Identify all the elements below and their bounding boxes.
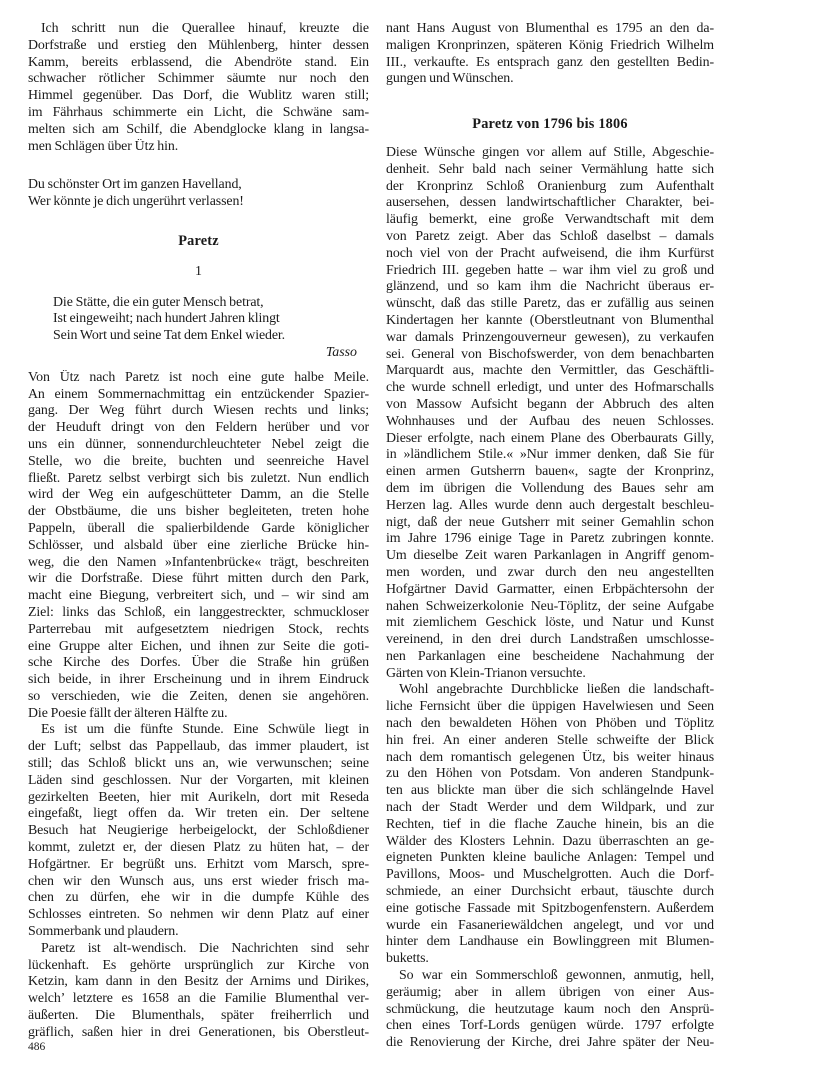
text-line: welch’ letztere es 1658 an die Familie Blumenthal ver- <box>28 991 369 1007</box>
text-line: men Schlägen über Ütz hin. <box>28 138 179 154</box>
section-heading: Paretz von 1796 bis 1806 <box>472 116 628 133</box>
text-line: Kindertagen her kannte (Oberstleutnant von Blumenthal <box>386 312 714 328</box>
text-line: äußerten. Die Blumenthals, später freiherrlich und <box>28 1008 369 1024</box>
text-line: Ich schritt nun die Querallee hinauf, kreuzte die <box>41 21 369 36</box>
chapter-heading: Paretz <box>178 232 219 249</box>
text-line: chen wir den Wunsch aus, uns erst wieder frisch ma- <box>28 873 369 889</box>
text-line: maligen Kronprinzen, späteren König Friedrich Wilhelm <box>386 37 714 53</box>
text-line: der Heuduft dringt von den Feldern herüber und vor <box>28 420 369 436</box>
text-line: Marquardt aus, machte den Vermittler, das Geschäftli- <box>386 363 714 379</box>
section-number: 1 <box>195 263 202 279</box>
text-line: Herzen lag. Alles wurde denn auch dergestalt beschleu- <box>386 497 714 513</box>
paragraph <box>28 370 369 723</box>
text-line: weg, die den Namen »Infantenbrücke« trägt, beschreiten <box>28 554 369 570</box>
page-number: 486 <box>28 1041 46 1053</box>
text-line: Kamm, bereits erblassend, die Abendröte stand. Ein <box>28 54 369 70</box>
text-line: einen armen Gutsherrn bauen«, sagte der Kronprinz, <box>386 464 714 480</box>
paragraph <box>28 941 369 1042</box>
verse <box>28 177 369 211</box>
text-line: liche Fernsicht über die üppigen Havelwiesen und Seen <box>386 699 714 715</box>
text-line: Pappeln, überall die spalierbildende Garde königlicher <box>28 520 369 536</box>
text-line: noch viel von der Pracht aufweisend, die ihm Kurfürst <box>386 245 714 261</box>
text-line: Wälder des Klosters Lehnin. Dazu überraschten an ge- <box>386 833 714 849</box>
text-line: Schlösser, und alsbald über eine zierliche Brücke hin- <box>28 537 369 553</box>
text-line: Sein Wort und seine Tat dem Enkel wieder. <box>53 328 286 344</box>
text-line: läufig bemerkt, eine große Verwandtschaft mit dem <box>386 212 714 228</box>
right-column <box>386 21 714 1052</box>
text-line: gungen und Wünschen. <box>386 71 514 87</box>
text-line: nant Hans August von Blumenthal es 1795 an den da- <box>386 21 714 36</box>
epigraph-attribution: Tasso <box>325 344 357 360</box>
text-line: Friedrich III. gegeben hatte – war ihm viel zu groß und <box>386 262 714 278</box>
text-line: eigneten Punkten kleine bauliche Anlagen: Tempel und <box>386 850 714 866</box>
text-line: Ist eingeweiht; nach hundert Jahren klingt <box>53 311 280 327</box>
text-line: eine gotische Fassade mit Spitzbogenfenstern. Außerdem <box>386 900 714 916</box>
text-line: eine Gruppe alter Eichen, und ihnen zur Seite die goti- <box>28 638 369 654</box>
text-line: kommt, zuletzt er, der diesen Platz zu hüten hat, – der <box>28 840 369 856</box>
paragraph <box>386 21 714 88</box>
text-line: Rechten, tief in die flache Zauche hinein, bis an die <box>386 816 714 832</box>
left-column <box>28 21 369 1042</box>
text-line: nach der Stadt Werder und dem Wildpark, und zur <box>386 800 714 816</box>
text-line: denheit. Sehr bald nach seiner Vermählung hatte sich <box>386 161 714 177</box>
text-line: buketts. <box>386 951 429 967</box>
text-line: schmückung, die heutzutage kaum noch den Ansprü- <box>386 1001 714 1017</box>
paragraph <box>386 682 714 968</box>
paragraph <box>386 968 714 1052</box>
text-line: nach dem romantisch gelegenen Ütz, bis weiter hinaus <box>386 749 714 765</box>
text-line: schwacher rötlicher Schimmer säumte nur noch den <box>28 71 369 87</box>
text-line: von Massow Aufsicht begann der Abbruch des alten <box>386 396 714 412</box>
text-line: so verschieden, wie die Zeiten, denen sie angehören. <box>28 688 369 704</box>
text-line: still; das Schloß blickt uns an, wie verwunschen; seine <box>28 756 369 772</box>
text-line: Die Poesie fällt der älteren Hälfte zu. <box>28 705 228 721</box>
text-line: Pavillons, Moos- und Muschelgrotten. Auch die Dorf- <box>386 867 714 883</box>
text-line: sei. General von Bischofswerder, von dem benachbarten <box>386 346 714 362</box>
text-line: chen eines Torf-Lords genügen würde. 1797 erfolgte <box>386 1018 714 1034</box>
text-line: Diese Wünsche gingen vor allem auf Stille, Abgeschie- <box>386 144 714 160</box>
text-line: ten aus blickte man über die sich schlängelnde Havel <box>386 783 714 799</box>
text-line: nen Parkanlagen eine bescheidene Nachahmung der <box>386 648 714 664</box>
text-line: ausersehen, dessen landwirtschaftlicher Charakter, bei- <box>386 195 714 211</box>
text-line: An einem Sommernachmittag ein entzückender Spazier- <box>28 386 369 402</box>
text-line: Die Stätte, die ein guter Mensch betrat, <box>53 294 264 310</box>
text-line: dem im übrigen die Vollendung des Baues sehr am <box>386 480 714 496</box>
text-line: Von Ütz nach Paretz ist noch eine gute halbe Meile. <box>28 369 369 385</box>
text-line: So war ein Sommerschloß gewonnen, anmutig, hell, <box>399 968 714 984</box>
text-line: men worden, und zwar durch den neu angestellten <box>386 564 714 580</box>
text-line: Besuch hat Neugierige herbeigelockt, der Schloßdiener <box>28 823 369 839</box>
text-line: Dieser erfolgte, nach einem Plane des Oberbaurats Gilly, <box>386 430 714 446</box>
text-line: geräumig; aber in allem übrigen von einer Aus- <box>386 984 714 1000</box>
text-line: Wohl angebrachte Durchblicke ließen die landschaft- <box>399 682 714 698</box>
text-line: im Fährhaus schimmerte ein Licht, die Schwäne sam- <box>28 104 369 120</box>
text-line: melten sich am Schilf, die Abendglocke klang in langsa- <box>28 121 369 137</box>
text-line: der Obstbäume, die uns bisher begleiteten, treten hohe <box>28 504 369 520</box>
text-line: Gärten von Klein-Trianon versuchte. <box>386 665 586 681</box>
text-line: uns ein dünner, sonnendurchleuchteter Nebel zeigt die <box>28 436 369 452</box>
text-line: eingefaßt, liegt offen da. Wir treten ein. Der seltene <box>28 806 369 822</box>
paragraph <box>28 21 369 155</box>
text-line: mit ziemlichem Geschick löste, und Natur und Kunst <box>386 615 714 631</box>
text-line: wünscht, daß das stille Paretz, das er zufällig aus seinen <box>386 296 714 312</box>
text-line: sche Kirche des Dorfes. Über die Straße hin grüßen <box>28 655 369 671</box>
text-line: hin frei. An einer anderen Stelle schweifte der Blick <box>386 732 714 748</box>
text-line: wird der Weg ein aufgeschütteter Damm, an die Stelle <box>28 487 369 503</box>
text-line: fließt. Paretz selbst verbirgt sich bis zuletzt. Nun endlich <box>28 470 369 486</box>
text-line: die Renovierung der Kirche, drei Jahre später der Neu- <box>386 1035 714 1051</box>
text-line: Sommerbank und plaudern. <box>28 924 179 940</box>
text-line: Es ist um die fünfte Stunde. Eine Schwüle liegt in <box>41 722 369 738</box>
paragraph <box>386 145 714 683</box>
text-line: Wohnhauses und der Aufbau des neuen Schlosses. <box>386 413 714 429</box>
text-line: Ziel: links das Schloß, ein langgestreckter, schmuckloser <box>28 604 369 620</box>
text-line: wir die Dorfstraße. Diese führt mitten durch den Park, <box>28 571 369 587</box>
text-line: Himmel gegenüber. Das Dorf, die Wublitz waren still; <box>28 88 369 104</box>
paragraph <box>28 722 369 940</box>
text-line: gezirkelten Beeten, hier mit Aurikeln, dort mit Reseda <box>28 789 369 805</box>
text-line: macht eine Biegung, verbreitert sich, und – wir sind am <box>28 588 369 604</box>
text-line: wurde ein Fasaneriewäldchen angelegt, und vor und <box>386 917 714 933</box>
text-line: Dorfstraße und erstieg den Mühlenberg, hinter dessen <box>28 37 369 53</box>
text-line: Hofgärtner David Garmatter, einen Erbpächtersohn der <box>386 581 714 597</box>
text-line: im Jahre 1796 einige Tage in Paretz zubringen konnte. <box>386 531 714 547</box>
text-line: Stelle, wo die breite, buchten und seenreiche Havel <box>28 453 369 469</box>
text-line: chen zu dürfen, ehe wir in die dumpfe Kühle des <box>28 890 369 906</box>
text-line: Wer könnte je dich ungerührt verlassen! <box>28 194 244 210</box>
text-line: glänzend, und so kam ihm die Nachricht überaus er- <box>386 279 714 295</box>
text-line: III., verkaufte. Es entsprach ganz den gestellten Bedin- <box>386 54 714 70</box>
text-line: der Luft; selbst das Pappellaub, das immer plaudert, ist <box>28 739 369 755</box>
text-line: von Paretz zeigt. Aber das Schloß daselbst – damals <box>386 228 714 244</box>
text-line: schmiede, an einer Durchsicht erbaut, täuschte durch <box>386 884 714 900</box>
text-line: Um dieselbe Zeit waren Parkanlagen in Angriff genom- <box>386 548 714 564</box>
text-line: sich beide, in ihrer Erscheinung und in ihrem Eindruck <box>28 672 369 688</box>
text-line: lückenhaft. Es gehörte ursprünglich zur Kirche von <box>28 957 369 973</box>
text-line: vereinend, in den drei durch Landstraßen umschlosse- <box>386 632 714 648</box>
text-line: Du schönster Ort im ganzen Havelland, <box>28 177 242 193</box>
text-line: zu den Höhen von Potsdam. Von anderen Standpunk- <box>386 766 714 782</box>
text-line: che wurde schnell erledigt, und unter des Hofmarschalls <box>386 380 714 396</box>
text-line: hinter dem Landhause ein Bowlinggreen mit Blumen- <box>386 934 714 950</box>
text-line: gräflich, saßen hier in drei Generationen, bis Oberstleut- <box>28 1024 369 1040</box>
text-line: Schlosses eintreten. So nehmen wir denn Platz auf einer <box>28 907 369 923</box>
text-line: Ketzin, kam dann in den Besitz der Arnims und Dirikes, <box>28 974 369 990</box>
epigraph <box>28 295 369 362</box>
text-line: nach den bewaldeten Höhen von Phöben und Töplitz <box>386 716 714 732</box>
text-line: war damals Prinzengouverneur gewesen), zu verkaufen <box>386 329 714 345</box>
text-line: Hofgärtner. Er begrüßt uns. Erhitzt vom Marsch, spre- <box>28 856 369 872</box>
text-line: Parterrebau mit aufgesetztem niedrigen Stock, rechts <box>28 621 369 637</box>
text-line: Läden sind geschlossen. Nur der Vorgarten, mit kleinen <box>28 772 369 788</box>
text-line: gang. Der Weg führt durch Wiesen rechts und links; <box>28 403 369 419</box>
text-line: der Kronprinz Schloß Oranienburg zum Aufenthalt <box>386 178 714 194</box>
text-line: nigt, daß der neue Gutsherr mit seiner Gemahlin schon <box>386 514 714 530</box>
text-line: Paretz ist alt-wendisch. Die Nachrichten sind sehr <box>41 940 369 956</box>
text-line: in »ländlichem Stile.« »Nur immer denken, daß Sie für <box>386 447 714 463</box>
text-line: nahen Schweizerkolonie Neu-Töplitz, der seine Aufgabe <box>386 598 714 614</box>
